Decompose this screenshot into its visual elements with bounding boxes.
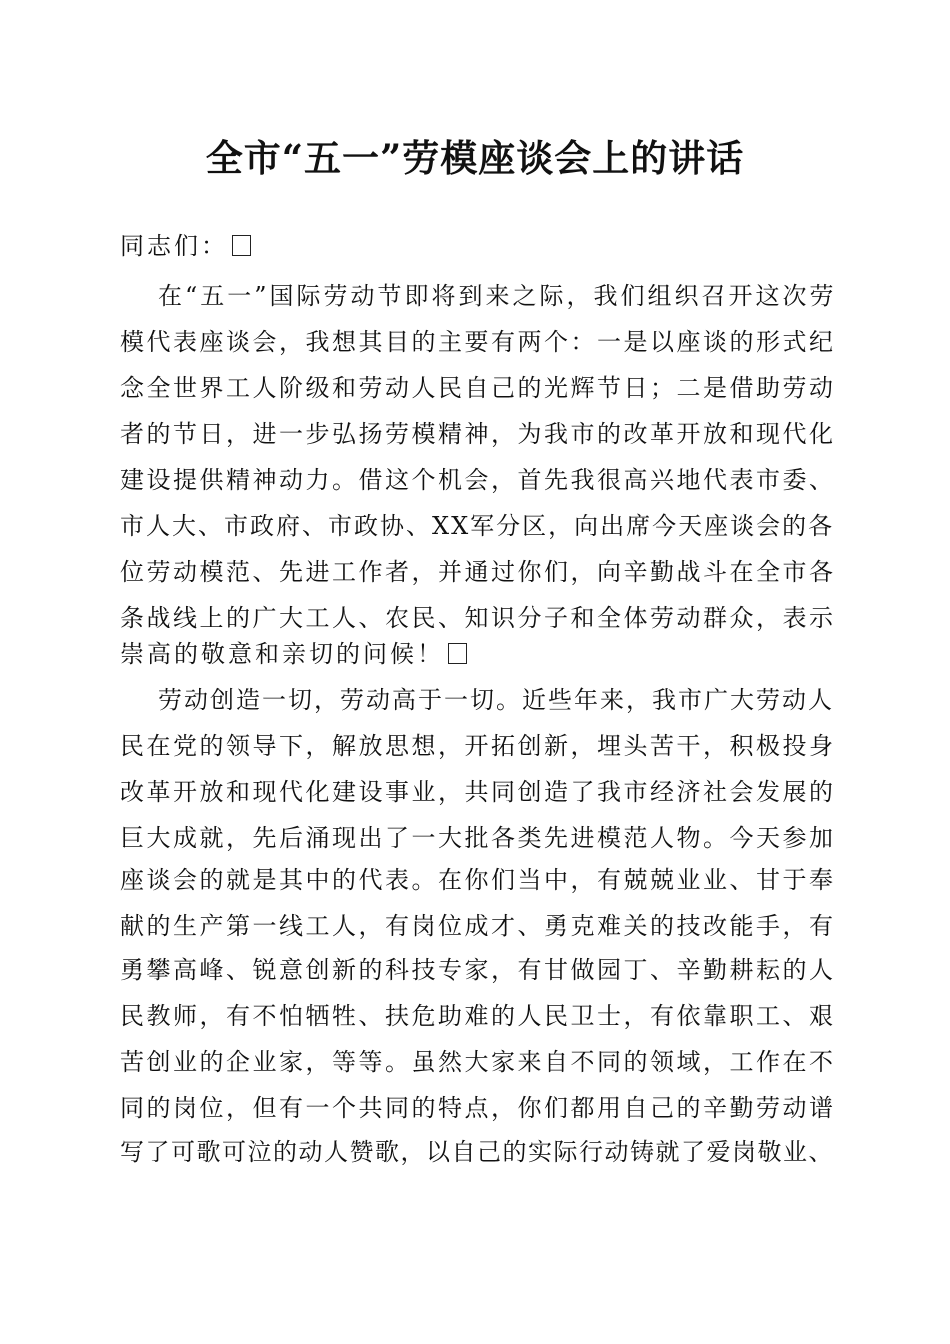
text-line: 改革开放和现代化建设事业，共同创造了我市经济社会发展的 [120,778,836,806]
text-line: 写了可歌可泣的动人赞歌，以自己的实际行动铸就了爱岗敬业、 [120,1138,834,1166]
text-line: 劳动创造一切，劳动高于一切。近些年来，我市广大劳动人 [158,686,834,714]
text-line: 在“五一”国际劳动节即将到来之际，我们组织召开这次劳 [158,282,837,310]
text-line: 模代表座谈会，我想其目的主要有两个：一是以座谈的形式纪 [120,328,836,356]
text-line: 民在党的领导下，解放思想，开拓创新，埋头苦干，积极投身 [120,732,836,760]
text-line: 勇攀高峰、锐意创新的科技专家，有甘做园丁、辛勤耕耘的人 [120,956,836,984]
salutation-line: 同志们： [120,224,251,268]
text-line: 巨大成就，先后涌现出了一大批各类先进模范人物。今天参加 [120,824,836,852]
text-line: 民教师，有不怕牺牲、扶危助难的人民卫士，有依靠职工、艰 [120,1002,836,1030]
text-line: 献的生产第一线工人，有岗位成才、勇克难关的技改能手，有 [120,912,836,940]
text-line: 者的节日，进一步弘扬劳模精神，为我市的改革开放和现代化 [120,420,836,448]
text-line: 市人大、市政府、市政协、XX军分区，向出席今天座谈会的各 [120,512,835,540]
placeholder-box-icon [232,235,251,256]
text-line: 位劳动模范、先进工作者，并通过你们，向辛勤战斗在全市各 [120,558,836,586]
text-line: 座谈会的就是其中的代表。在你们当中，有兢兢业业、甘于奉 [120,866,836,894]
text-line: 念全世界工人阶级和劳动人民自己的光辉节日；二是借助劳动 [120,374,836,402]
placeholder-box-icon [448,643,467,664]
text-line: 建设提供精神动力。借这个机会，首先我很高兴地代表市委、 [120,466,836,494]
text-line: 同的岗位，但有一个共同的特点，你们都用自己的辛勤劳动谱 [120,1094,836,1122]
text-line: 条战线上的广大工人、农民、知识分子和全体劳动群众，表示 [120,604,836,632]
text-line: 苦创业的企业家，等等。虽然大家来自不同的领域，工作在不 [120,1048,836,1076]
page-title: 全市“五一”劳模座谈会上的讲话 [205,136,745,180]
text-line: 崇高的敬意和亲切的问候！ [120,632,467,676]
